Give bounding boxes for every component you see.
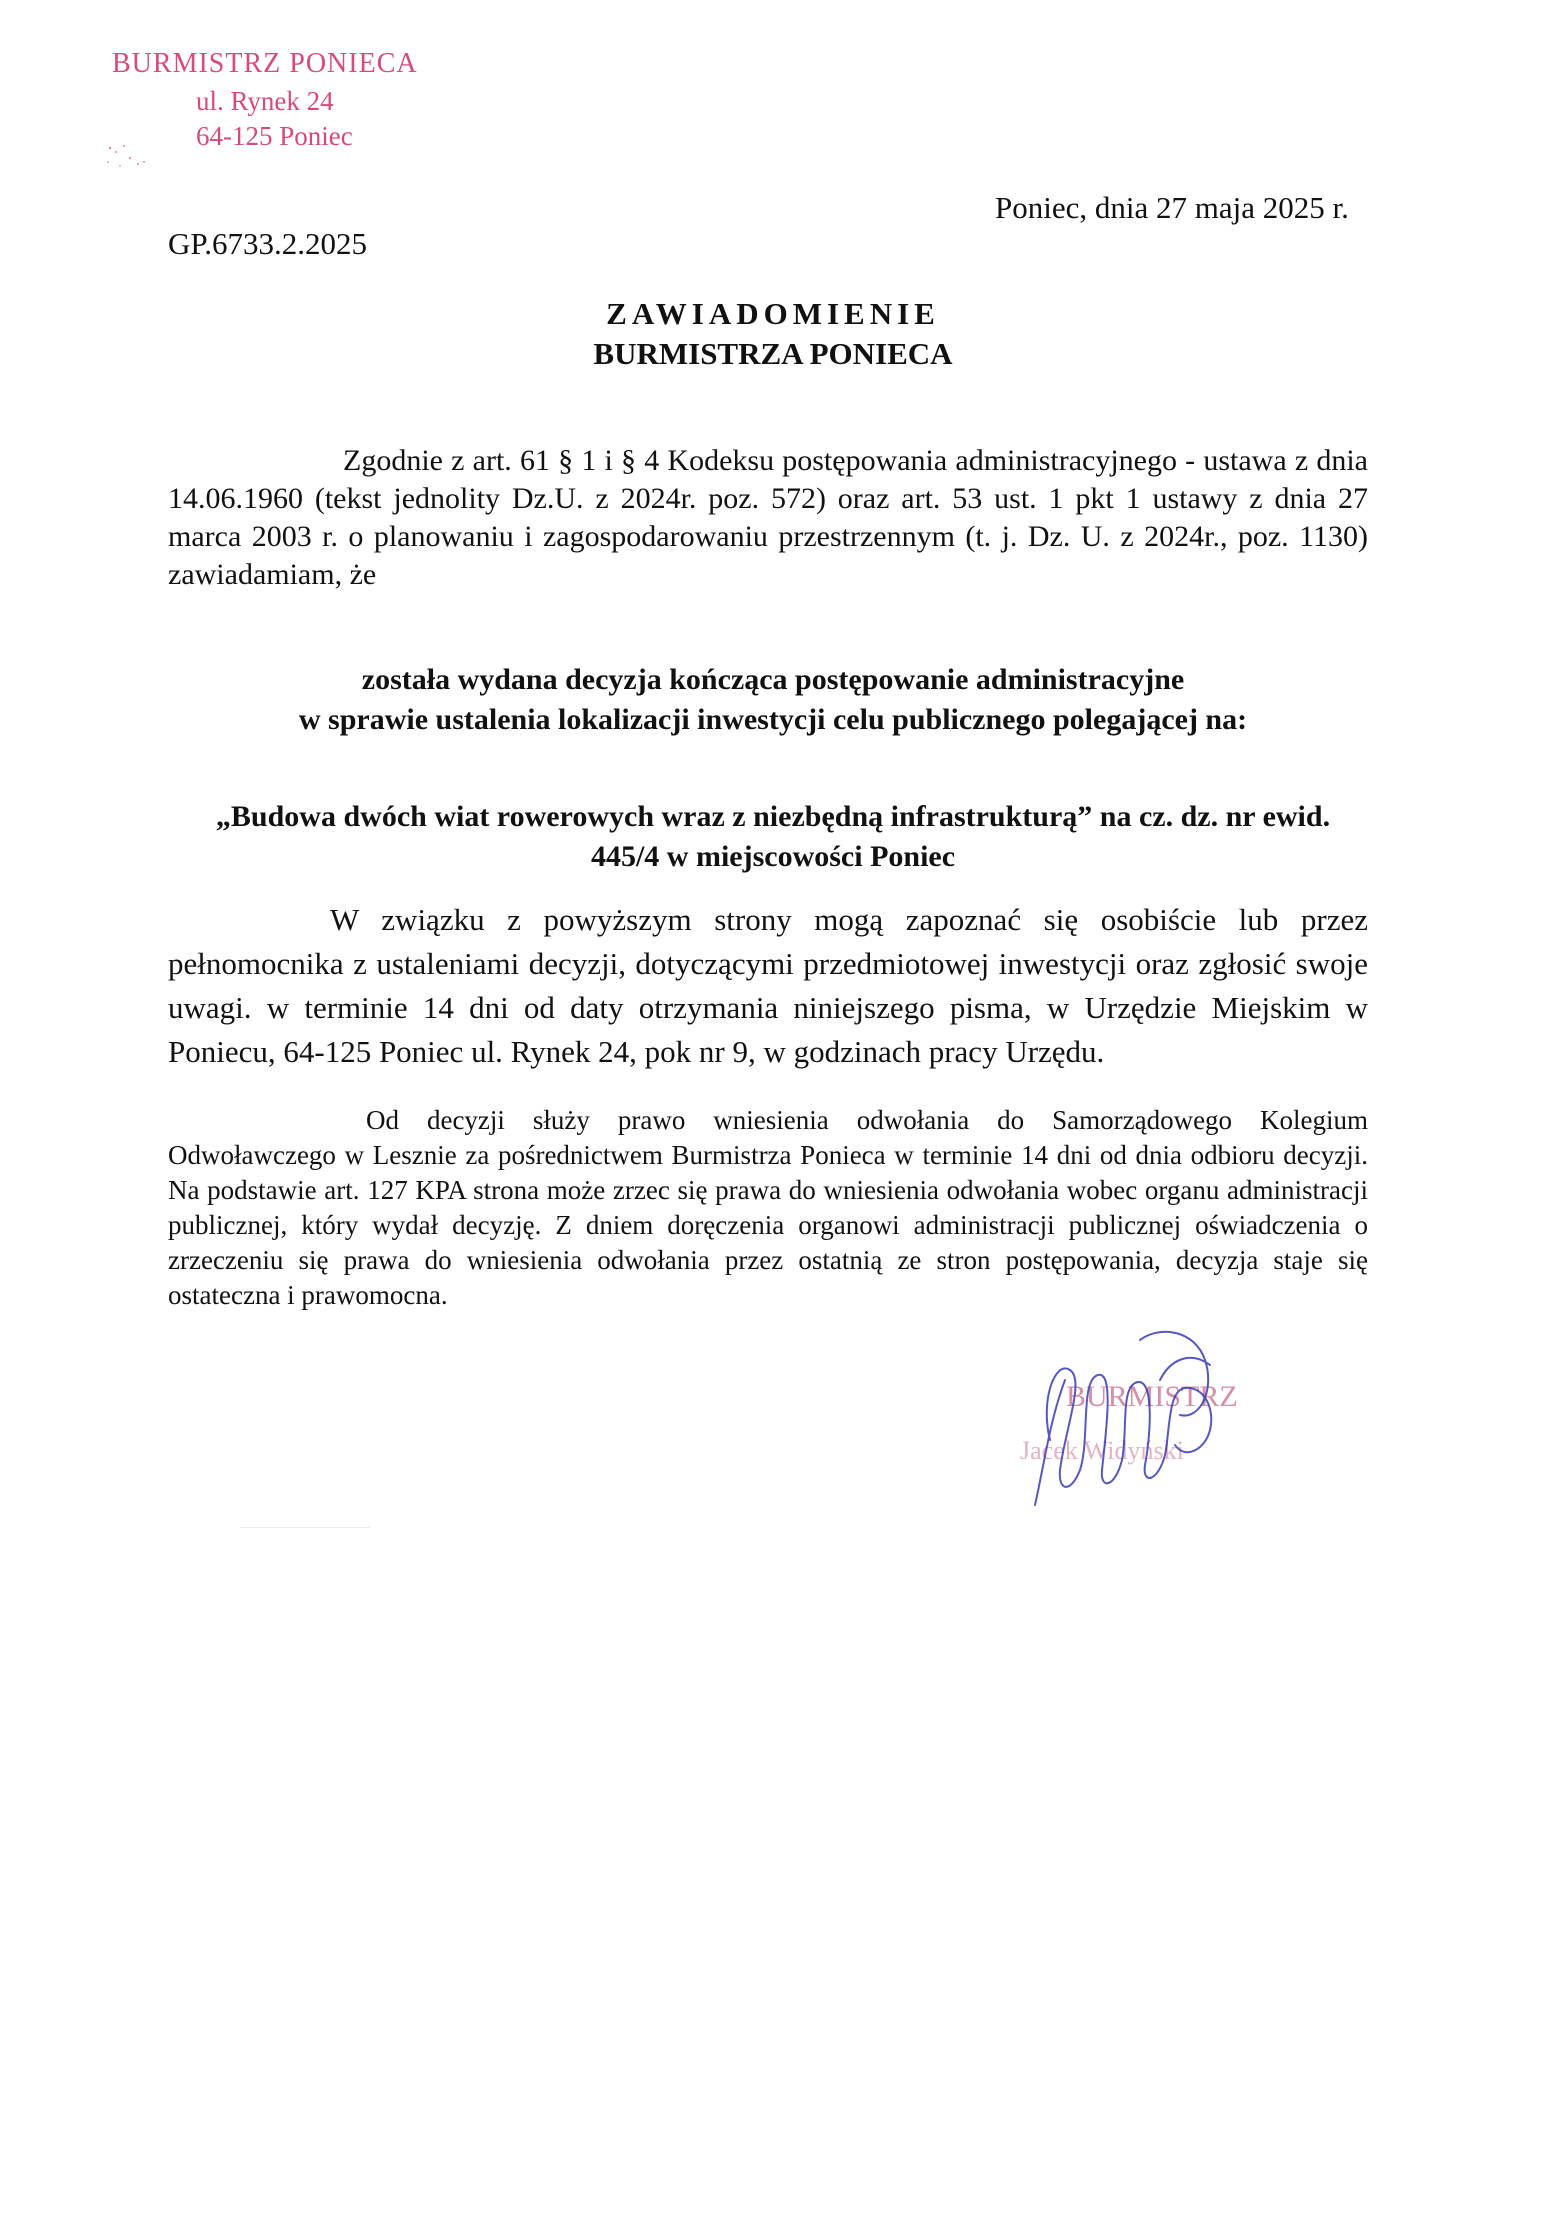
stamp-office-name: BURMISTRZ PONIECA [112,48,418,79]
office-stamp [112,48,418,152]
decision-statement [0,660,1546,740]
stamp-street: ul. Rynek 24 [196,86,334,116]
mayor-stamp-name: Jacek Widyński [1020,1436,1184,1465]
decision-line-1: została wydana decyzja kończąca postępowanie administracyjne [361,663,1185,696]
document-date: Poniec, dnia 27 maja 2025 r. [995,190,1349,225]
project-line-2: 445/4 w miejscowości Poniec [590,840,956,873]
decision-line-2: w sprawie ustalenia lokalizacji inwestycji celu publicznego polegającej na: [298,703,1248,736]
project-name [0,797,1546,877]
divider [240,1527,370,1528]
document-subtitle: BURMISTRZA PONIECA [593,336,953,371]
mayor-stamp-title: BURMISTRZ [1066,1380,1238,1413]
document-title: ZAWIADOMIENIE [606,296,940,331]
access-paragraph: W związku z powyższym strony mogą zapoznać się osobiście lub przez pełnomocnika z ustaleniami decyzji, dotyczącymi przedmiotowej inwestycji oraz zgłosić swoje uwagi. w terminie 14 dni od daty otrzymania niniejszego pisma, w Urzędzie Miejskim w Poniecu, 64-125 Poniec ul. Rynek 24, pok nr 9, w godzinach pracy Urzędu. [168,902,1368,1069]
stamp-postal-city: 64-125 Poniec [196,121,353,151]
reference-number: GP.6733.2.2025 [168,226,367,261]
stamp-ink-specks [104,140,164,180]
project-line-1: „Budowa dwóch wiat rowerowych wraz z niezbędną infrastrukturą” na cz. dz. nr ewid. [215,800,1331,833]
legal-basis-paragraph: Zgodnie z art. 61 § 1 i § 4 Kodeksu postępowania administracyjnego - ustawa z dnia 14.06.1960 (tekst jednolity Dz.U. z 2024r. poz. 572) oraz art. 53 ust. 1 pkt 1 ustawy z dnia 27 marca 2003 r. o planowaniu i zagospodarowaniu przestrzennym (t. j. Dz. U. z 2024r., poz. 1130) zawiadamiam, że [168,444,1368,591]
handwritten-signature [1010,1320,1240,1520]
appeal-paragraph: Od decyzji służy prawo wniesienia odwołania do Samorządowego Kolegium Odwoławczego w Lesznie za pośrednictwem Burmistrza Ponieca w terminie 14 dni od dnia odbioru decyzji. Na podstawie art. 127 KPA strona może zrzec się prawa do wniesienia odwołania wobec organu administracji publicznej, który wydał decyzję. Z dniem doręczenia organowi administracji publicznej oświadczenia o zrzeczeniu się prawa do wniesienia odwołania przez ostatnią ze stron postępowania, decyzja staje się ostateczna i prawomocna. [168,1105,1368,1310]
